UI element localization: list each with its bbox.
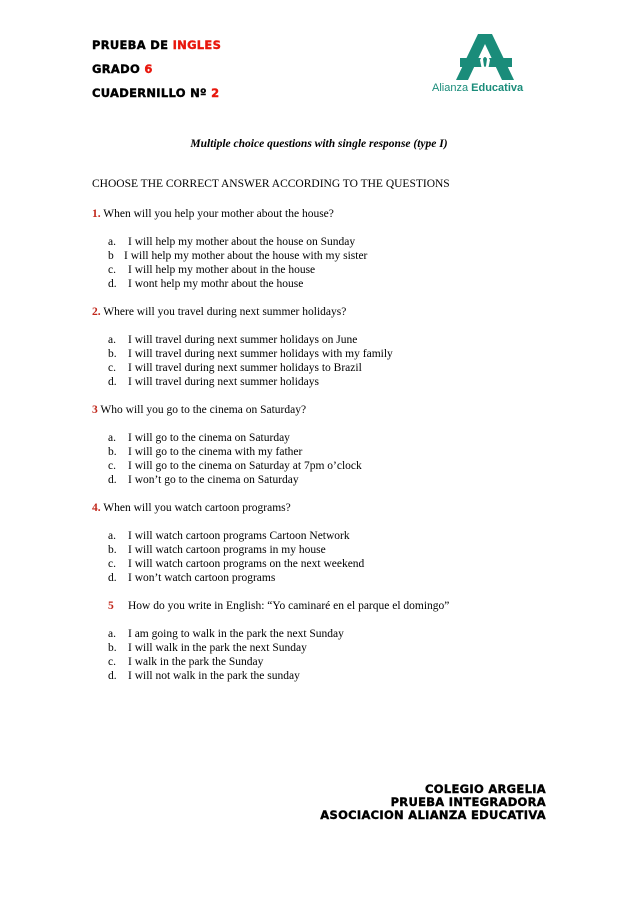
question-2: 2. Where will you travel during next summer holidays? [92,306,347,318]
option-1a: a. I will help my mother about the house on Sunday [108,236,356,248]
option-2b: b. I will travel during next summer holidays with my family [108,348,393,360]
option-5b: b. I will walk in the park the next Sunday [108,642,307,654]
option-4b: b. I will watch cartoon programs in my house [108,544,326,556]
footer-school: COLEGIO ARGELIA [425,782,546,796]
question-1: 1. When will you help your mother about the house? [92,208,334,220]
question-3: 3 Who will you go to the cinema on Saturday? [92,404,307,416]
footer-association: ASOCIACION ALIANZA EDUCATIVA [320,808,546,822]
option-1c: c. I will help my mother about in the house [108,264,316,276]
option-3a: a. I will go to the cinema on Saturday [108,432,290,444]
grade-line: GRADO 6 [92,62,153,76]
option-4c: c. I will watch cartoon programs on the next weekend [108,558,365,570]
option-2c: c. I will travel during next summer holidays to Brazil [108,362,362,374]
question-4: 4. When will you watch cartoon programs? [92,502,291,514]
instruction: CHOOSE THE CORRECT ANSWER ACCORDING TO THE QUESTIONS [92,178,450,190]
option-5c: c. I walk in the park the Sunday [108,656,264,668]
option-3d: d. I won’t go to the cinema on Saturday [108,474,299,486]
grade-value: 6 [144,62,153,76]
booklet-line: CUADERNILLO Nº 2 [92,86,220,100]
subtitle: Multiple choice questions with single response (type I) [190,138,448,150]
subject-value: INGLES [172,38,222,52]
option-4d: d. I won’t watch cartoon programs [108,572,276,584]
option-1b: b I will help my mother about the house with my sister [108,250,368,262]
option-1d: d. I wont help my mothr about the house [108,278,304,290]
booklet-value: 2 [211,86,220,100]
option-5d: d. I will not walk in the park the sunday [108,670,300,682]
footer-test-type: PRUEBA INTEGRADORA [390,795,546,809]
test-title: PRUEBA DE INGLES [92,38,222,52]
option-2a: a. I will travel during next summer holidays on June [108,334,358,346]
option-4a: a. I will watch cartoon programs Cartoon Network [108,530,350,542]
logo-text: Alianza Educativa [432,82,524,94]
option-3b: b. I will go to the cinema with my father [108,446,303,458]
option-3c: c. I will go to the cinema on Saturday at 7pm o’clock [108,460,362,472]
question-5: 5 How do you write in English: “Yo caminaré en el parque el domingo” [108,600,450,612]
option-2d: d. I will travel during next summer holidays [108,376,319,388]
option-5a: a. I am going to walk in the park the next Sunday [108,628,344,640]
